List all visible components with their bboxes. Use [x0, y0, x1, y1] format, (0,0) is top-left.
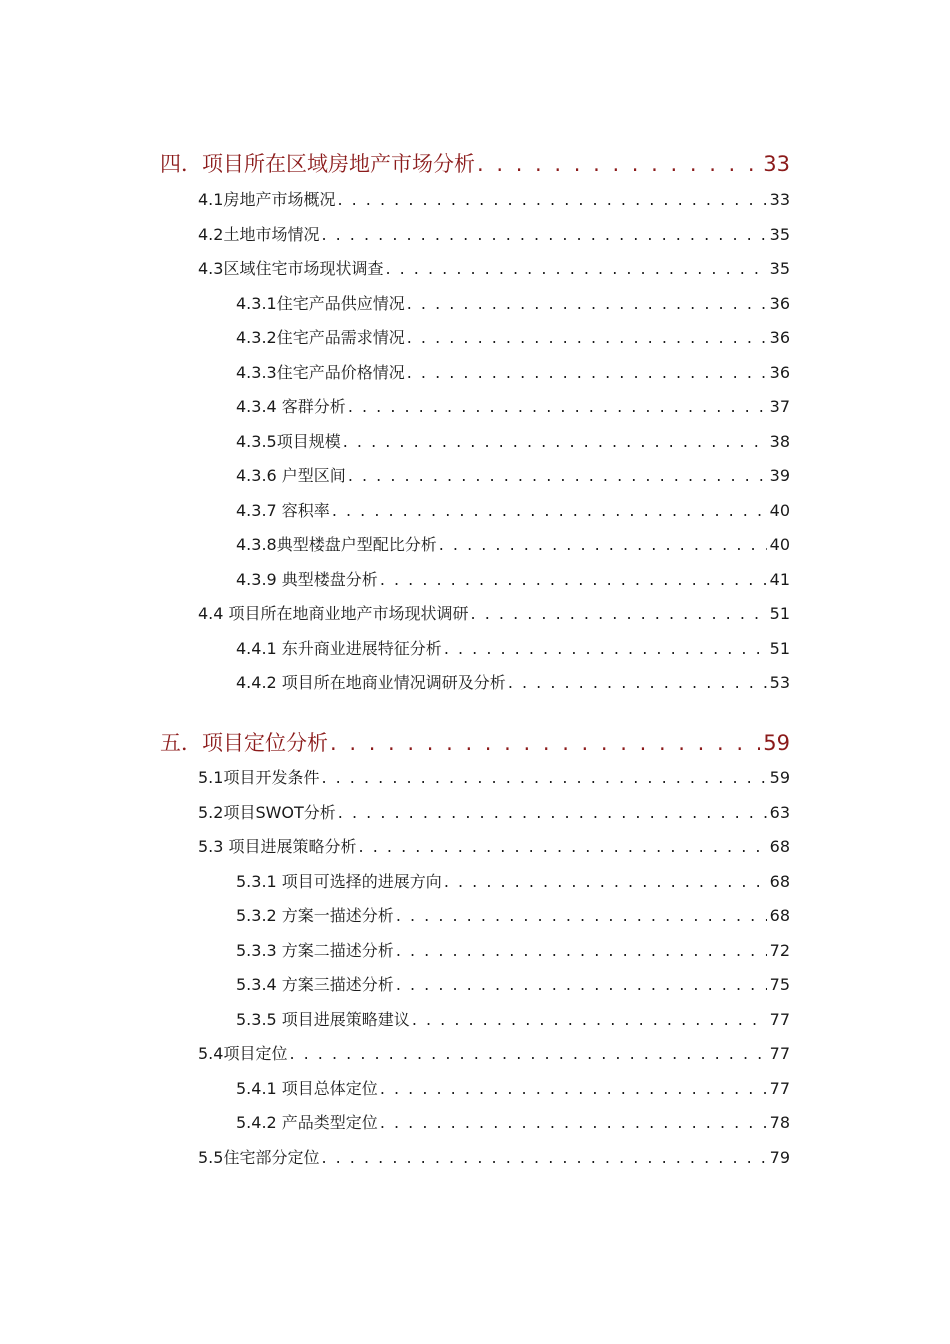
toc-entry-label: 5.3 项目进展策略分析 — [198, 837, 357, 856]
toc-page-number: 72 — [769, 941, 790, 960]
toc-page-number: 40 — [769, 535, 790, 554]
toc-entry-label: 5.3.5 项目进展策略建议 — [236, 1010, 410, 1029]
dot-leader — [321, 768, 766, 787]
dot-leader — [407, 363, 767, 382]
toc-entry-label: 4.3.3住宅产品价格情况 — [236, 363, 405, 382]
toc-subsection-4-4-2[interactable] — [236, 670, 790, 693]
toc-entry-label: 4.4.2 项目所在地商业情况调研及分析 — [236, 673, 506, 692]
toc-page-number: 77 — [769, 1044, 790, 1063]
toc-entry-label: 5.3.3 方案二描述分析 — [236, 941, 394, 960]
dot-leader — [343, 432, 767, 451]
toc-subsection-4-3-2[interactable] — [236, 325, 790, 348]
toc-page-number: 51 — [769, 639, 790, 658]
toc-entry-label: 4.3.6 户型区间 — [236, 466, 346, 485]
toc-subsection-4-3-6[interactable] — [236, 463, 790, 486]
dot-leader — [508, 673, 767, 692]
toc-subsection-4-3-3[interactable] — [236, 360, 790, 383]
dot-leader — [338, 803, 767, 822]
dot-leader — [396, 941, 767, 960]
toc-entry-label: 5.4.1 项目总体定位 — [236, 1079, 378, 1098]
toc-subsection-5-3-3[interactable] — [236, 938, 790, 961]
toc-entry-label: 4.3.5项目规模 — [236, 432, 341, 451]
toc-entry-label: 4.3区域住宅市场现状调查 — [198, 259, 384, 278]
toc-subsection-5-3-1[interactable] — [236, 869, 790, 892]
dot-leader — [396, 906, 767, 925]
toc-section-4-3[interactable] — [198, 256, 790, 279]
toc-page-number: 51 — [769, 604, 790, 623]
toc-page-number: 35 — [769, 225, 790, 244]
toc-page-number: 40 — [769, 501, 790, 520]
toc-subsection-5-3-4[interactable] — [236, 972, 790, 995]
toc-page-number: 63 — [769, 803, 790, 822]
toc-page-number: 68 — [769, 906, 790, 925]
dot-leader — [444, 639, 767, 658]
toc-subsection-4-3-1[interactable] — [236, 291, 790, 314]
dot-leader — [380, 1079, 767, 1098]
toc-subsection-4-3-7[interactable] — [236, 498, 790, 521]
toc-entry-label: 4.3.7 容积率 — [236, 501, 330, 520]
dot-leader — [348, 397, 767, 416]
dot-leader — [407, 294, 767, 313]
toc-entry-label: 4.1房地产市场概况 — [198, 190, 336, 209]
toc-section-5-2[interactable] — [198, 800, 790, 823]
toc-page-number: 41 — [769, 570, 790, 589]
toc-subsection-4-3-4[interactable] — [236, 394, 790, 417]
dot-leader — [477, 152, 760, 176]
toc-subsection-4-3-8[interactable] — [236, 532, 790, 555]
dot-leader — [321, 225, 766, 244]
dot-leader — [289, 1044, 766, 1063]
toc-subsection-5-4-1[interactable] — [236, 1076, 790, 1099]
dot-leader — [380, 570, 767, 589]
toc-subsection-5-3-2[interactable] — [236, 903, 790, 926]
toc-page-number: 75 — [769, 975, 790, 994]
dot-leader — [471, 604, 767, 623]
dot-leader — [412, 1010, 767, 1029]
dot-leader — [380, 1113, 767, 1132]
toc-subsection-4-3-9[interactable] — [236, 567, 790, 590]
toc-entry-label: 5.3.4 方案三描述分析 — [236, 975, 394, 994]
toc-subsection-5-3-5[interactable] — [236, 1007, 790, 1030]
toc-entry-label: 4.3.9 典型楼盘分析 — [236, 570, 378, 589]
dot-leader — [359, 837, 767, 856]
toc-page-number: 38 — [769, 432, 790, 451]
toc-page-number: 53 — [769, 673, 790, 692]
dot-leader — [337, 190, 766, 209]
toc-page-number: 79 — [769, 1148, 790, 1167]
toc-entry-label: 4.3.2住宅产品需求情况 — [236, 328, 405, 347]
toc-page-number: 36 — [769, 328, 790, 347]
toc-subsection-5-4-2[interactable] — [236, 1110, 790, 1133]
toc-entry-label: 5.3.1 项目可选择的进展方向 — [236, 872, 442, 891]
toc-entry-label: 4.4 项目所在地商业地产市场现状调研 — [198, 604, 469, 623]
toc-section-4-1[interactable] — [198, 187, 790, 210]
dot-leader — [396, 975, 767, 994]
toc-page-number: 77 — [769, 1010, 790, 1029]
toc-page-number: 33 — [763, 152, 790, 176]
toc-page-number: 78 — [769, 1113, 790, 1132]
toc-subsection-4-4-1[interactable] — [236, 636, 790, 659]
toc-section-5-4[interactable] — [198, 1041, 790, 1064]
toc-section-5-3[interactable] — [198, 834, 790, 857]
toc-section-4-4[interactable] — [198, 601, 790, 624]
toc-section-5-5[interactable] — [198, 1145, 790, 1168]
toc-chapter-4[interactable] — [160, 148, 790, 178]
toc-entry-label: 4.3.8典型楼盘户型配比分析 — [236, 535, 437, 554]
dot-leader — [330, 731, 760, 755]
toc-page-number: 77 — [769, 1079, 790, 1098]
toc-entry-label: 五．项目定位分析 — [160, 731, 328, 755]
toc-entry-label: 4.2土地市场情况 — [198, 225, 320, 244]
dot-leader — [348, 466, 767, 485]
toc-page-number: 35 — [769, 259, 790, 278]
dot-leader — [439, 535, 767, 554]
toc-chapter-5[interactable] — [160, 727, 790, 757]
toc-section-5-1[interactable] — [198, 765, 790, 788]
toc-entry-label: 5.4.2 产品类型定位 — [236, 1113, 378, 1132]
toc-page-number: 59 — [769, 768, 790, 787]
dot-leader — [321, 1148, 766, 1167]
toc-entry-label: 5.2项目SWOT分析 — [198, 803, 336, 822]
toc-page-number: 68 — [769, 872, 790, 891]
toc-page-number: 39 — [769, 466, 790, 485]
toc-page-number: 68 — [769, 837, 790, 856]
toc-entry-label: 5.4项目定位 — [198, 1044, 288, 1063]
toc-entry-label: 5.5住宅部分定位 — [198, 1148, 320, 1167]
toc-entry-label: 四．项目所在区域房地产市场分析 — [160, 152, 475, 176]
dot-leader — [385, 259, 766, 278]
toc-page-number: 36 — [769, 363, 790, 382]
dot-leader — [332, 501, 767, 520]
toc-entry-label: 4.3.1住宅产品供应情况 — [236, 294, 405, 313]
toc-subsection-4-3-5[interactable] — [236, 429, 790, 452]
toc-entry-label: 4.4.1 东升商业进展特征分析 — [236, 639, 442, 658]
toc-page-number: 33 — [769, 190, 790, 209]
toc-page-number: 59 — [763, 731, 790, 755]
dot-leader — [407, 328, 767, 347]
toc-section-4-2[interactable] — [198, 222, 790, 245]
toc-page-number: 37 — [769, 397, 790, 416]
dot-leader — [444, 872, 767, 891]
toc-entry-label: 5.1项目开发条件 — [198, 768, 320, 787]
toc-entry-label: 5.3.2 方案一描述分析 — [236, 906, 394, 925]
toc-entry-label: 4.3.4 客群分析 — [236, 397, 346, 416]
toc-page-number: 36 — [769, 294, 790, 313]
